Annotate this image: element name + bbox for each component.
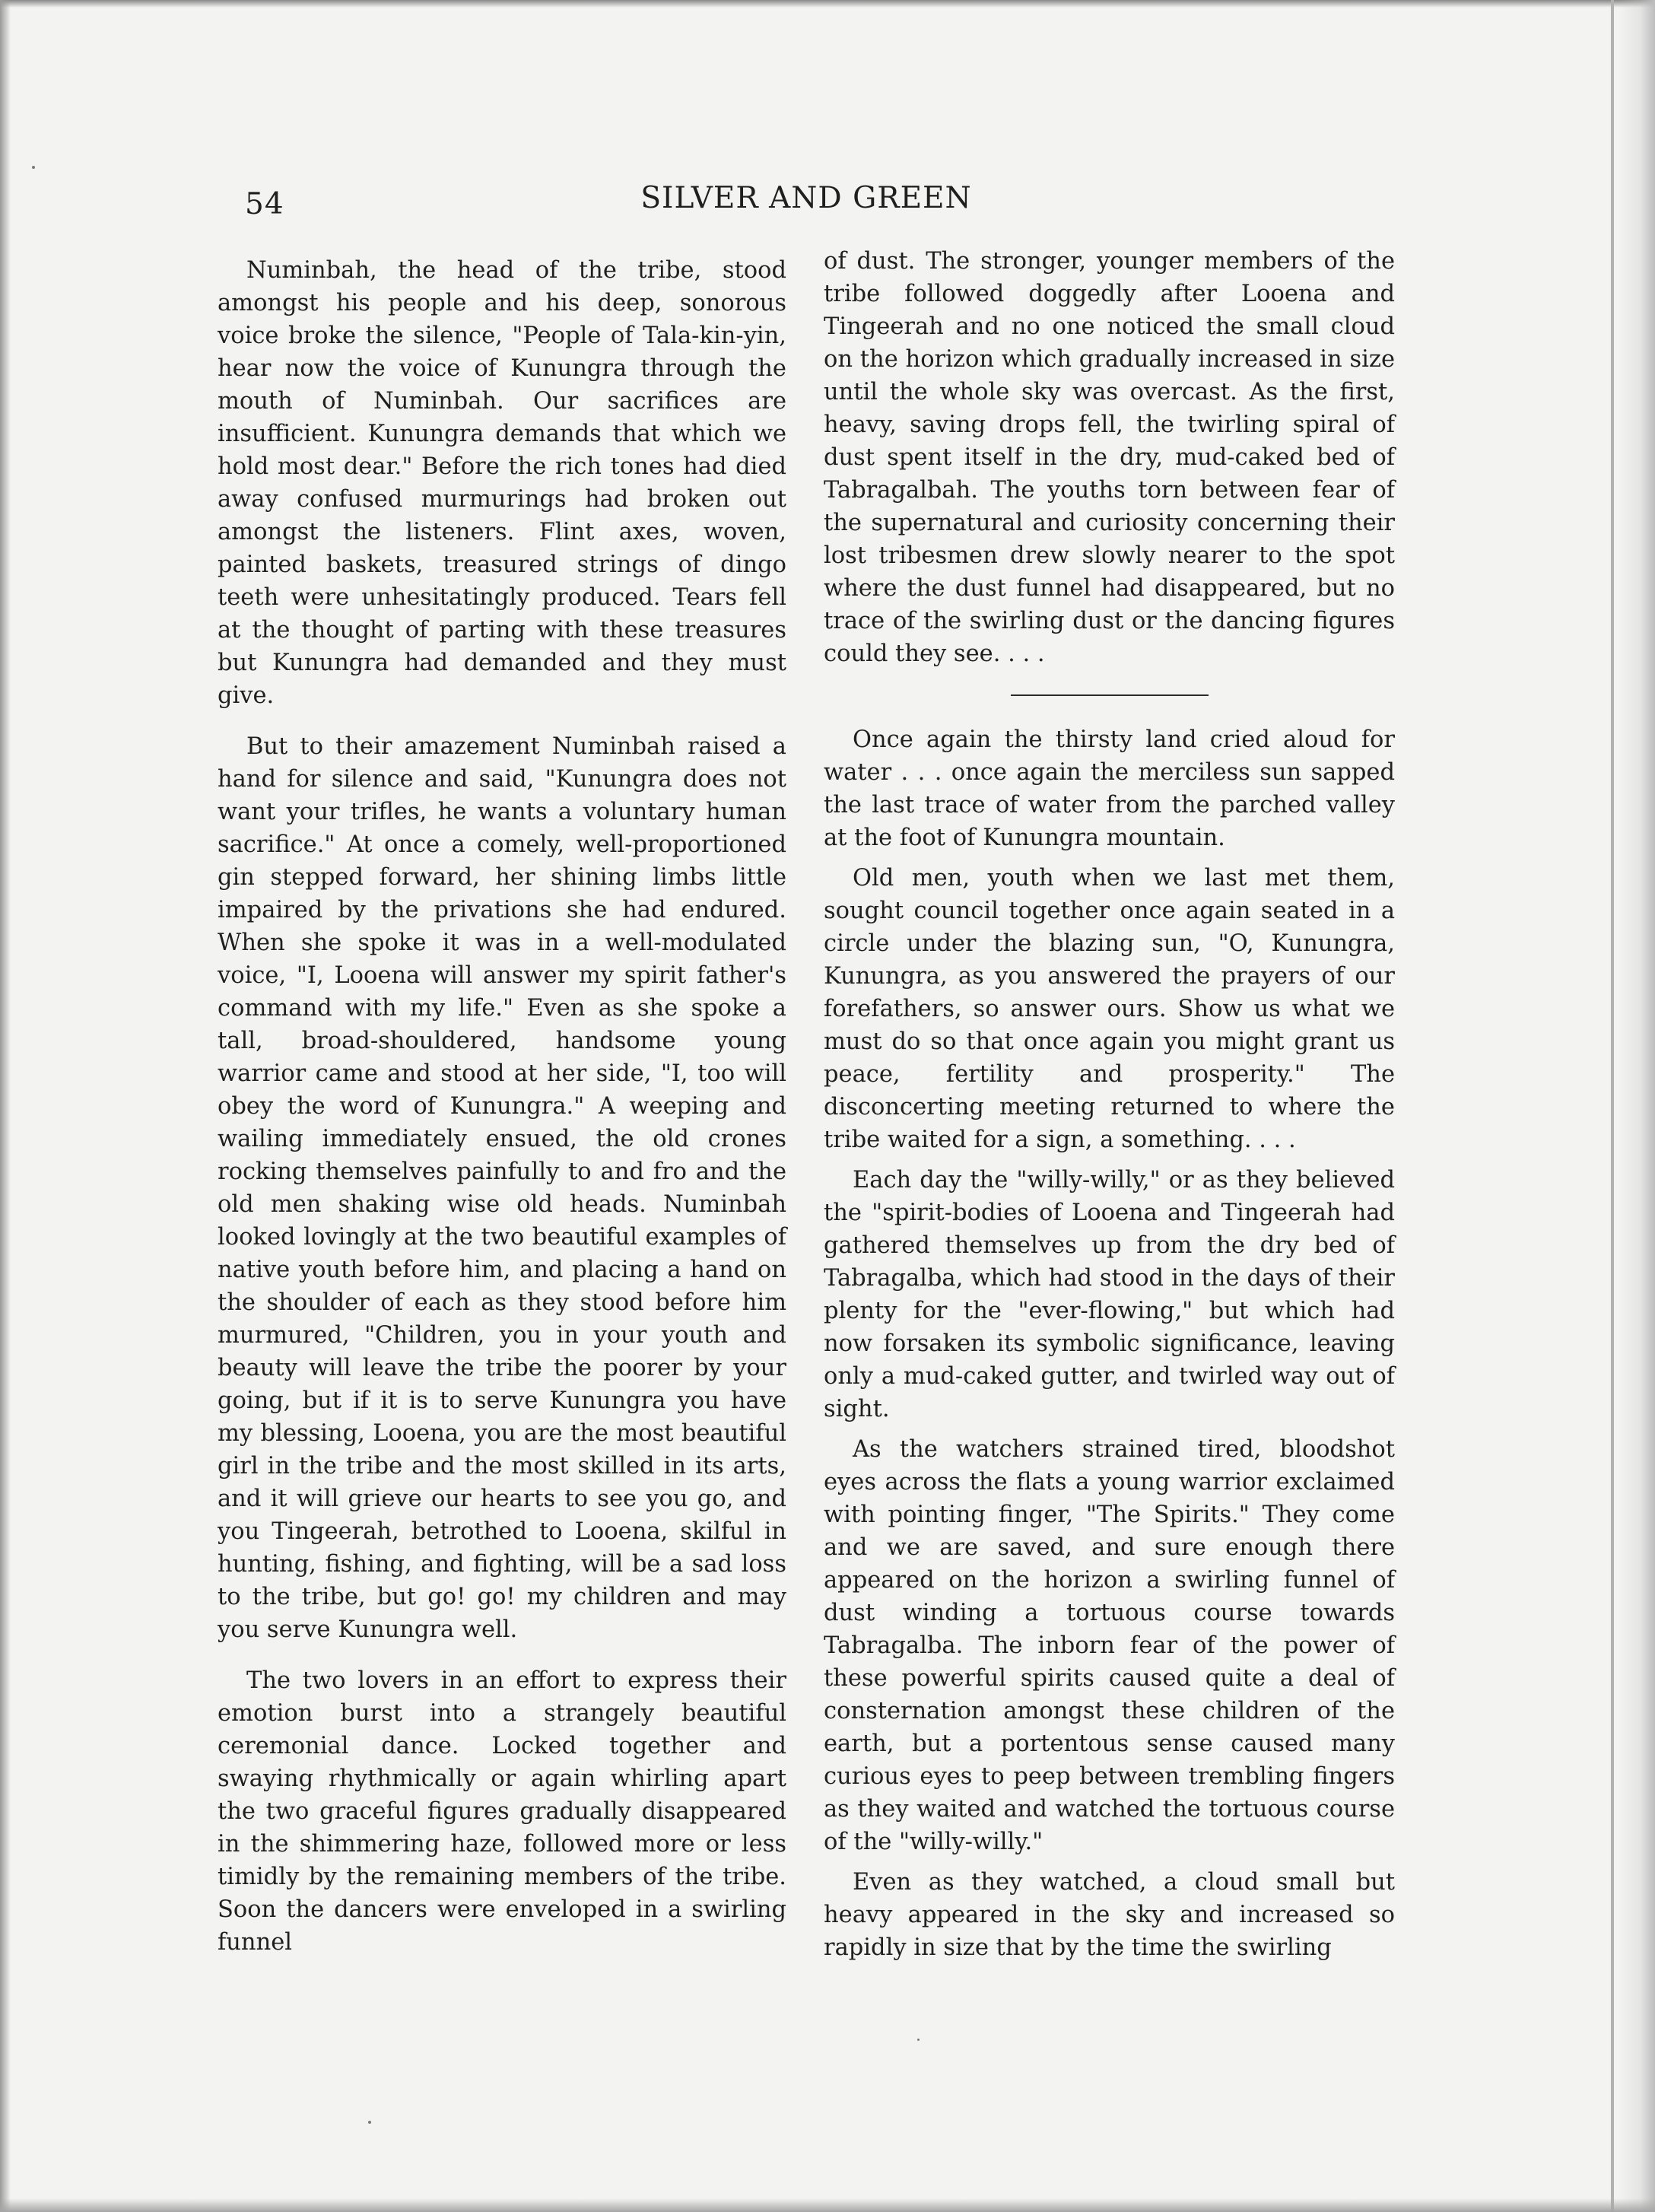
right-paragraph-3: Each day the "willy-willy," or as they believed the "spirit-bodies of Looena and Tingeerah had gathered themselves up from the dry bed of Tabragalba, which had stood in the days of their plenty for the "ever-flowing," but which had now forsaken its symbolic significance, leaving only a mud-caked gutter, and twirled way out of sight. bbox=[824, 1167, 1395, 1422]
paper-speck bbox=[368, 2121, 371, 2124]
left-paragraph-2: But to their amazement Numinbah raised a hand for silence and said, "Kunungra does not want your trifles, he wants a voluntary human sacrifice." At once a comely, well-proportioned gin stepped forward, her shining limbs little impaired by the privations she had endured. When she spoke it was in a well-modulated voice, "I, Looena will answer my spirit father's command with my life." Even as she spoke a tall, broad-shouldered, handsome young warrior came and stood at her side, "I, too will obey the word of Kunungra." A weeping and wailing immediately ensued, the old crones rocking themselves painfully to and fro and the old men shaking wise old heads. Numinbah looked lovingly at the two beautiful examples of native youth before him, and placing a hand on the shoulder of each as they stood before him murmured, "Children, you in your youth and beauty will leave the tribe the poorer by your going, but if it is to serve Kunungra you have my blessing, Looena, you are the most beautiful girl in the tribe and the most skilled in its arts, and it will grieve our hearts to see you go, and you Tingeerah, betrothed to Looena, skilful in hunting, fishing, and fighting, will be a sad loss to the tribe, but go! go! my children and may you serve Kunungra well. bbox=[218, 733, 786, 1643]
right-column bbox=[824, 245, 1395, 1964]
right-paragraph-4: As the watchers strained tired, bloodshot eyes across the flats a young warrior exclaimed with pointing finger, "The Spirits." They come and we are saved, and sure enough there appeared on the horizon a swirling funnel of dust winding a tortuous course towards Tabragalba. The inborn fear of the power of these powerful spirits caused quite a deal of consternation amongst these children of the earth, but a portentous sense caused many curious eyes to peep between trembling fingers as they waited and watched the tortuous course of the "willy-willy." bbox=[824, 1436, 1395, 1855]
paper-speck bbox=[32, 166, 35, 169]
page-top-shadow bbox=[0, 0, 1655, 8]
section-divider bbox=[1011, 694, 1209, 696]
right-paragraph-1: Once again the thirsty land cried aloud for water . . . once again the merciless sun sapped the last trace of water from the parched valley at the foot of Kunungra mountain. bbox=[824, 726, 1395, 851]
page-left-shadow bbox=[0, 0, 11, 2212]
right-paragraph-5: Even as they watched, a cloud small but heavy appeared in the sky and increased so rapidly in size that by the time the swirling bbox=[824, 1869, 1395, 1961]
paper-speck bbox=[917, 2039, 920, 2041]
left-paragraph-3: The two lovers in an effort to express their emotion burst into a strangely beautiful ceremonial dance. Locked together and swaying rhythmically or again whirling apart the two graceful figures gradually disappeared in the shimmering haze, followed more or less timidly by the remaining members of the tribe. Soon the dancers were enveloped in a swirling funnel bbox=[218, 1667, 786, 1956]
page-right-shadow bbox=[1618, 0, 1655, 2212]
right-continuation-paragraph: of dust. The stronger, younger members of the tribe followed doggedly after Looena and Tingeerah and no one noticed the small cloud on the horizon which gradually increased in size until the whole sky was overcast. As the first, heavy, saving drops fell, the twirling spiral of dust spent itself in the dry, mud-caked bed of Tabragalbah. The youths torn between fear of the supernatural and curiosity concerning their lost tribesmen drew slowly nearer to the spot where the dust funnel had disappeared, but no trace of the swirling dust or the dancing figures could they see. . . . bbox=[824, 248, 1395, 667]
right-paragraph-2: Old men, youth when we last met them, sought council together once again seated in a circle under the blazing sun, "O, Kunungra, Kunungra, as you answered the prayers of our forefathers, so answer ours. Show us what we must do so that once again you might grant us peace, fertility and prosperity." The disconcerting meeting returned to where the tribe waited for a sign, a something. . . . bbox=[824, 865, 1395, 1153]
left-paragraph-1: Numinbah, the head of the tribe, stood amongst his people and his deep, sonorous voice broke the silence, "People of Tala-kin-yin, hear now the voice of Kunungra through the mouth of Numinbah. Our sacrifices are insufficient. Kunungra demands that which we hold most dear." Before the rich tones had died away confused murmurings had broken out amongst the listeners. Flint axes, woven, painted baskets, treasured strings of dingo teeth were unhesitatingly produced. Tears fell at the thought of parting with these treasures but Kunungra had demanded and they must give. bbox=[218, 257, 786, 709]
running-title: SILVER AND GREEN bbox=[640, 181, 972, 215]
page-right-edge bbox=[1611, 0, 1614, 2212]
left-column bbox=[218, 254, 786, 1959]
page-number: 54 bbox=[245, 187, 284, 221]
page-bottom-shadow bbox=[0, 2198, 1655, 2212]
